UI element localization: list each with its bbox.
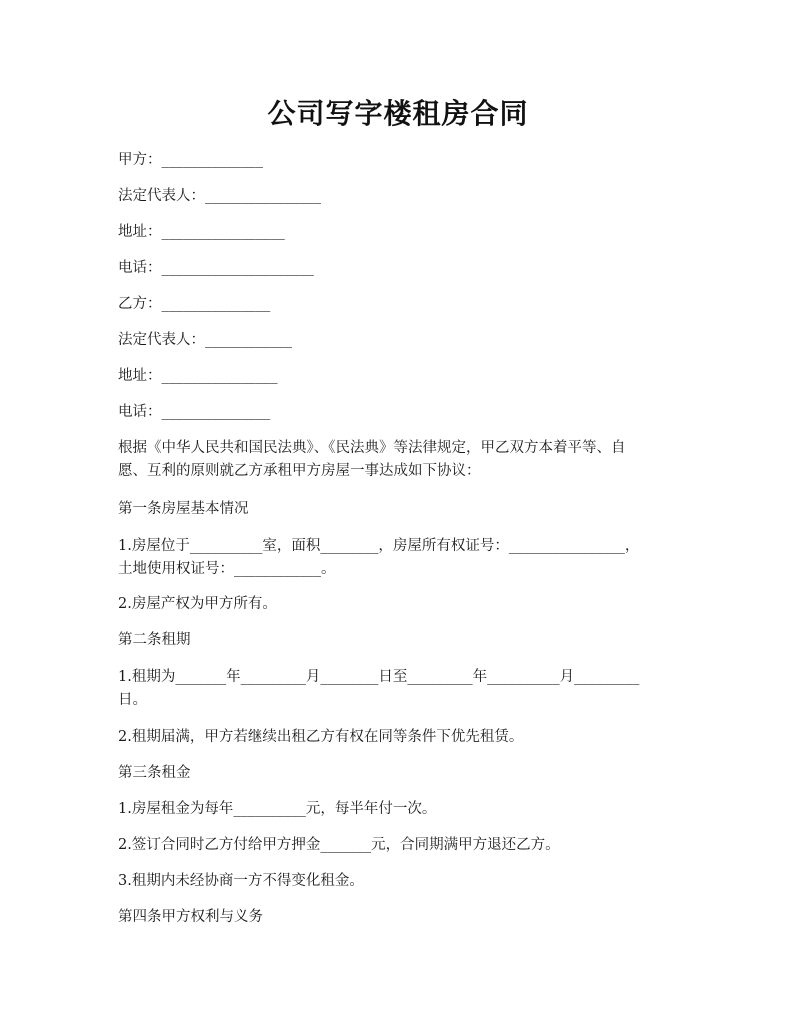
article-3-heading: 第三条租金 <box>118 765 191 781</box>
party-a-representative-field: 法定代表人：________________ <box>118 188 321 204</box>
party-a-address-field: 地址：_________________ <box>118 224 285 240</box>
article-4-heading: 第四条甲方权利与义务 <box>118 909 263 925</box>
article-1-item-2: 2.房屋产权为甲方所有。 <box>118 596 277 612</box>
party-a-name-field: 甲方：______________ <box>118 152 263 168</box>
party-b-address-field: 地址：________________ <box>118 368 278 384</box>
article-2-heading: 第二条租期 <box>118 632 191 648</box>
preamble-line-1: 根据《中华人民共和国民法典》、《民法典》等法律规定，甲乙双方本着平等、自 <box>118 440 626 456</box>
article-1-heading: 第一条房屋基本情况 <box>118 501 249 517</box>
article-2-item-2: 2.租期届满，甲方若继续出租乙方有权在同等条件下优先租赁。 <box>118 729 524 745</box>
article-1-item-1-line-1: 1.房屋位于__________室，面积________，房屋所有权证号：________________， <box>118 538 640 554</box>
party-b-phone-field: 电话：_______________ <box>118 404 271 420</box>
article-2-item-1-line-1: 1.租期为_______年_________月________日至_________年__________月_________ <box>118 669 640 685</box>
party-a-phone-field: 电话：_____________________ <box>118 260 314 276</box>
party-b-representative-field: 法定代表人：____________ <box>118 332 292 348</box>
article-3-item-1: 1.房屋租金为每年__________元，每半年付一次。 <box>118 801 437 817</box>
party-b-name-field: 乙方：_______________ <box>118 296 271 312</box>
article-3-item-2: 2.签订合同时乙方付给甲方押金_______元，合同期满甲方退还乙方。 <box>118 837 560 853</box>
contract-title: 公司写字楼租房合同 <box>267 97 529 130</box>
article-1-item-1-line-2: 土地使用权证号：____________。 <box>118 561 336 577</box>
preamble-line-2: 愿、互利的原则就乙方承租甲方房屋一事达成如下协议： <box>118 463 481 479</box>
article-3-item-3: 3.租期内未经协商一方不得变化租金。 <box>118 873 364 889</box>
article-2-item-1-line-2: 日。 <box>118 692 147 708</box>
